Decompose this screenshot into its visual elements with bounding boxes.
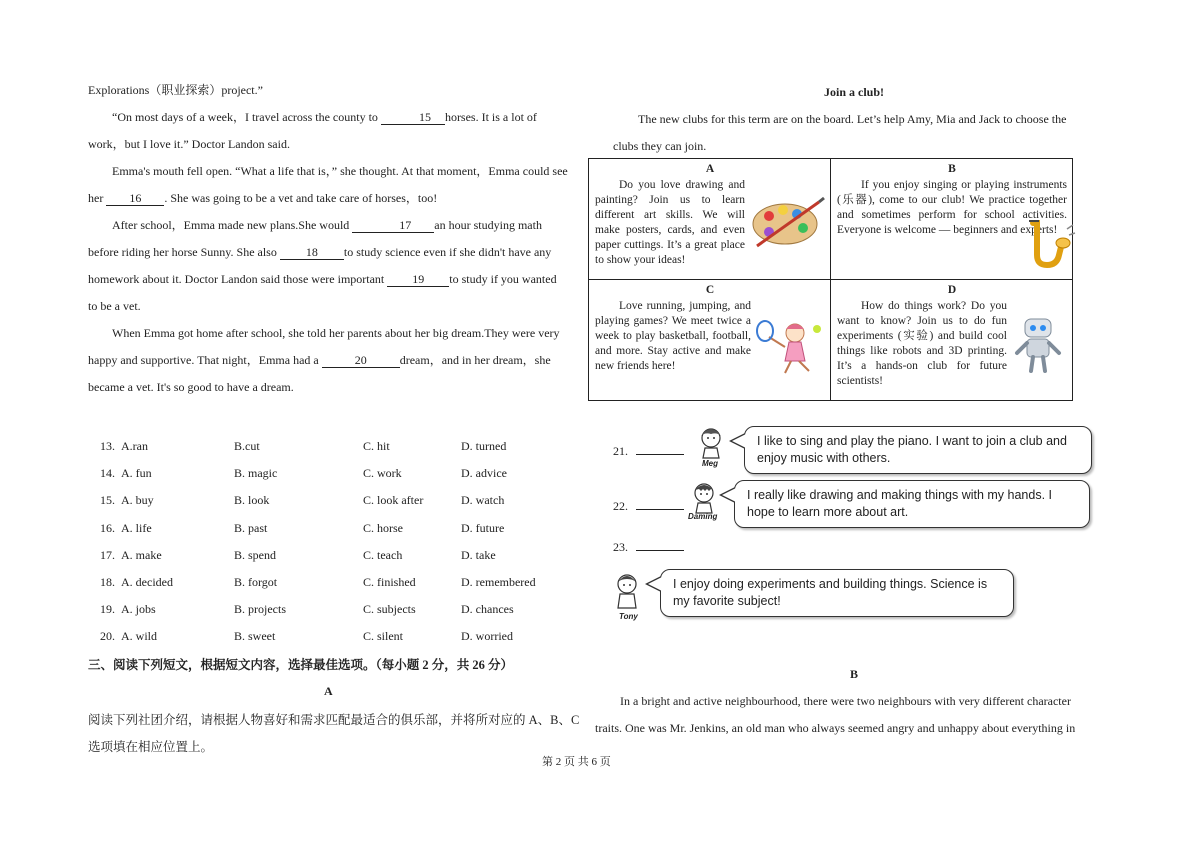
club-board bbox=[588, 158, 1073, 401]
option-d[interactable]: D. future bbox=[461, 520, 505, 535]
option-c[interactable]: C. look after bbox=[363, 493, 424, 508]
option-d[interactable]: D. advice bbox=[461, 466, 507, 481]
passage-text: In a bright and active neighbourhood, there were two neighbours with very different character bbox=[620, 694, 1071, 708]
passage-text: traits. One was Mr. Jenkins, an old man who always seemed angry and unhappy about everything in bbox=[595, 721, 1076, 735]
speech-bubble: I enjoy doing experiments and building things. Science is my favorite subject! bbox=[660, 569, 1014, 617]
club-card-a: A Do you love drawing and painting? Join us to learn different art skills. We will make posters, cards, and even paper cuttings. It’s a great place to show your ideas! bbox=[589, 159, 831, 280]
option-row-number: 20. bbox=[100, 629, 115, 644]
intro-text: The new clubs for this term are on the board. Let’s help Amy, Mia and Jack to choose the bbox=[638, 112, 1067, 126]
instructions: 阅读下列社团介绍，请根据人物喜好和需求匹配最适合的俱乐部，并将所对应的 A、B、C bbox=[88, 713, 580, 727]
option-a[interactable]: A. buy bbox=[121, 493, 154, 508]
passage-a-label: A bbox=[324, 684, 333, 698]
blank-19: 19 bbox=[387, 272, 449, 287]
option-d[interactable]: D. turned bbox=[461, 439, 507, 453]
robot-icon bbox=[1011, 315, 1065, 375]
option-b[interactable]: B. sweet bbox=[234, 629, 276, 644]
club-card-d: D How do things work? Do you want to know? Join us to do fun experiments (实验) and build cool things like robots and 3D printing. It’s a hands-on club for future scientists! bbox=[831, 280, 1073, 401]
option-c[interactable]: C. hit bbox=[363, 439, 390, 453]
intro-text: clubs they can join. bbox=[613, 139, 707, 153]
option-a[interactable]: A. decided bbox=[121, 575, 173, 589]
option-row-number: 16. bbox=[100, 520, 115, 535]
answer-blank bbox=[636, 454, 684, 455]
passage-line: Explorations（职业探索）project.” bbox=[88, 83, 263, 97]
person-name: Meg bbox=[702, 459, 718, 468]
answer-blank bbox=[636, 509, 684, 510]
saxophone-icon bbox=[1021, 219, 1077, 271]
tennis-girl-icon bbox=[755, 317, 825, 377]
option-b[interactable]: B. forgot bbox=[234, 575, 278, 589]
girl-avatar-icon bbox=[693, 424, 729, 460]
option-c[interactable]: C. work bbox=[363, 466, 402, 481]
section-heading: 三、阅读下列短文，根据短文内容，选择最佳选项。（每小题 2 分，共 26 分） bbox=[88, 658, 514, 672]
question-number: 22. bbox=[613, 499, 684, 514]
blank-16: 16 bbox=[106, 191, 164, 206]
option-c[interactable]: C. horse bbox=[363, 520, 403, 535]
question-number: 23. bbox=[613, 540, 684, 555]
option-b[interactable]: B. past bbox=[234, 520, 268, 535]
boy-avatar-icon bbox=[686, 479, 722, 515]
option-d[interactable]: D. chances bbox=[461, 602, 514, 617]
option-a[interactable]: A. fun bbox=[121, 466, 152, 481]
passage-paragraph: “On most days of a week，I travel across the county to 15 horses. It is a lot of work，but I love it.” Doctor Landon said. Emma's mouth fell open. “What a life that is，” she thought. At that moment，Emma could see her 16 . She was going to be a vet and take care of horses，too! After school，Emma made new plans.She would 17 an hour studying math before riding her horse Sunny. She also 18 to study science even if she didn't have any homework about it. Doctor Landon said those were important 19 to study if you wanted to be a vet. When Emma got home after school, she told her parents about her big dream.They were very happy and supportive. That night，Emma had a 20 dream，and in her dream，she became a vet. It's so good to have a dream. bbox=[88, 110, 568, 394]
option-a[interactable]: A.ran bbox=[121, 439, 148, 453]
boy-avatar-icon bbox=[612, 572, 642, 610]
club-label: A bbox=[705, 163, 715, 175]
option-row-number: 17. bbox=[100, 547, 115, 562]
option-d[interactable]: D. remembered bbox=[461, 575, 536, 589]
option-c[interactable]: C. subjects bbox=[363, 602, 416, 617]
option-c[interactable]: C. teach bbox=[363, 547, 403, 562]
club-label: C bbox=[705, 284, 715, 296]
blank-17: 17 bbox=[352, 218, 434, 233]
option-d[interactable]: D. take bbox=[461, 547, 496, 562]
option-row-number: 15. bbox=[100, 493, 115, 508]
option-d[interactable]: D. worried bbox=[461, 629, 513, 644]
page-title: Join a club! bbox=[824, 85, 885, 99]
club-label: B bbox=[948, 163, 956, 175]
option-a[interactable]: A. make bbox=[121, 547, 162, 562]
option-b[interactable]: B.cut bbox=[234, 439, 260, 453]
option-c[interactable]: C. finished bbox=[363, 575, 416, 589]
blank-15: 15 bbox=[381, 110, 445, 125]
palette-icon bbox=[749, 196, 825, 248]
option-a[interactable]: A. life bbox=[121, 520, 152, 535]
answer-blank bbox=[636, 550, 684, 551]
blank-20: 20 bbox=[322, 353, 400, 368]
option-b[interactable]: B. spend bbox=[234, 547, 276, 562]
option-d[interactable]: D. watch bbox=[461, 493, 505, 508]
speech-bubble: I like to sing and play the piano. I want to join a club and enjoy music with others. bbox=[744, 426, 1092, 474]
club-card-c: C Love running, jumping, and playing games? We meet twice a week to play basketball, football, and more. Stay active and make new friends here! bbox=[589, 280, 831, 401]
option-row-number: 19. bbox=[100, 602, 115, 617]
option-b[interactable]: B. look bbox=[234, 493, 270, 508]
person-name: Tony bbox=[619, 612, 638, 621]
blank-18: 18 bbox=[280, 245, 344, 260]
option-row-number: 18. bbox=[100, 575, 115, 589]
passage-b-label: B bbox=[850, 667, 859, 681]
option-c[interactable]: C. silent bbox=[363, 629, 404, 644]
option-b[interactable]: B. magic bbox=[234, 466, 278, 481]
option-b[interactable]: B. projects bbox=[234, 602, 286, 617]
speech-bubble: I really like drawing and making things with my hands. I hope to learn more about art. bbox=[734, 480, 1090, 528]
instructions: 选项填在相应位置上。 bbox=[88, 740, 214, 754]
question-number: 21. bbox=[613, 444, 684, 459]
option-row-number: 13. bbox=[100, 439, 115, 453]
option-a[interactable]: A. wild bbox=[121, 629, 157, 644]
club-card-b: B If you enjoy singing or playing instruments (乐器), come to our club! We practice together and sometimes perform for school activities. Everyone is welcome — beginners and experts! bbox=[831, 159, 1073, 280]
person-name: Daming bbox=[688, 512, 718, 521]
option-row-number: 14. bbox=[100, 466, 115, 481]
option-a[interactable]: A. jobs bbox=[121, 602, 156, 617]
club-label: D bbox=[947, 284, 957, 296]
page-footer: 第 2 页 共 6 页 bbox=[542, 756, 611, 768]
